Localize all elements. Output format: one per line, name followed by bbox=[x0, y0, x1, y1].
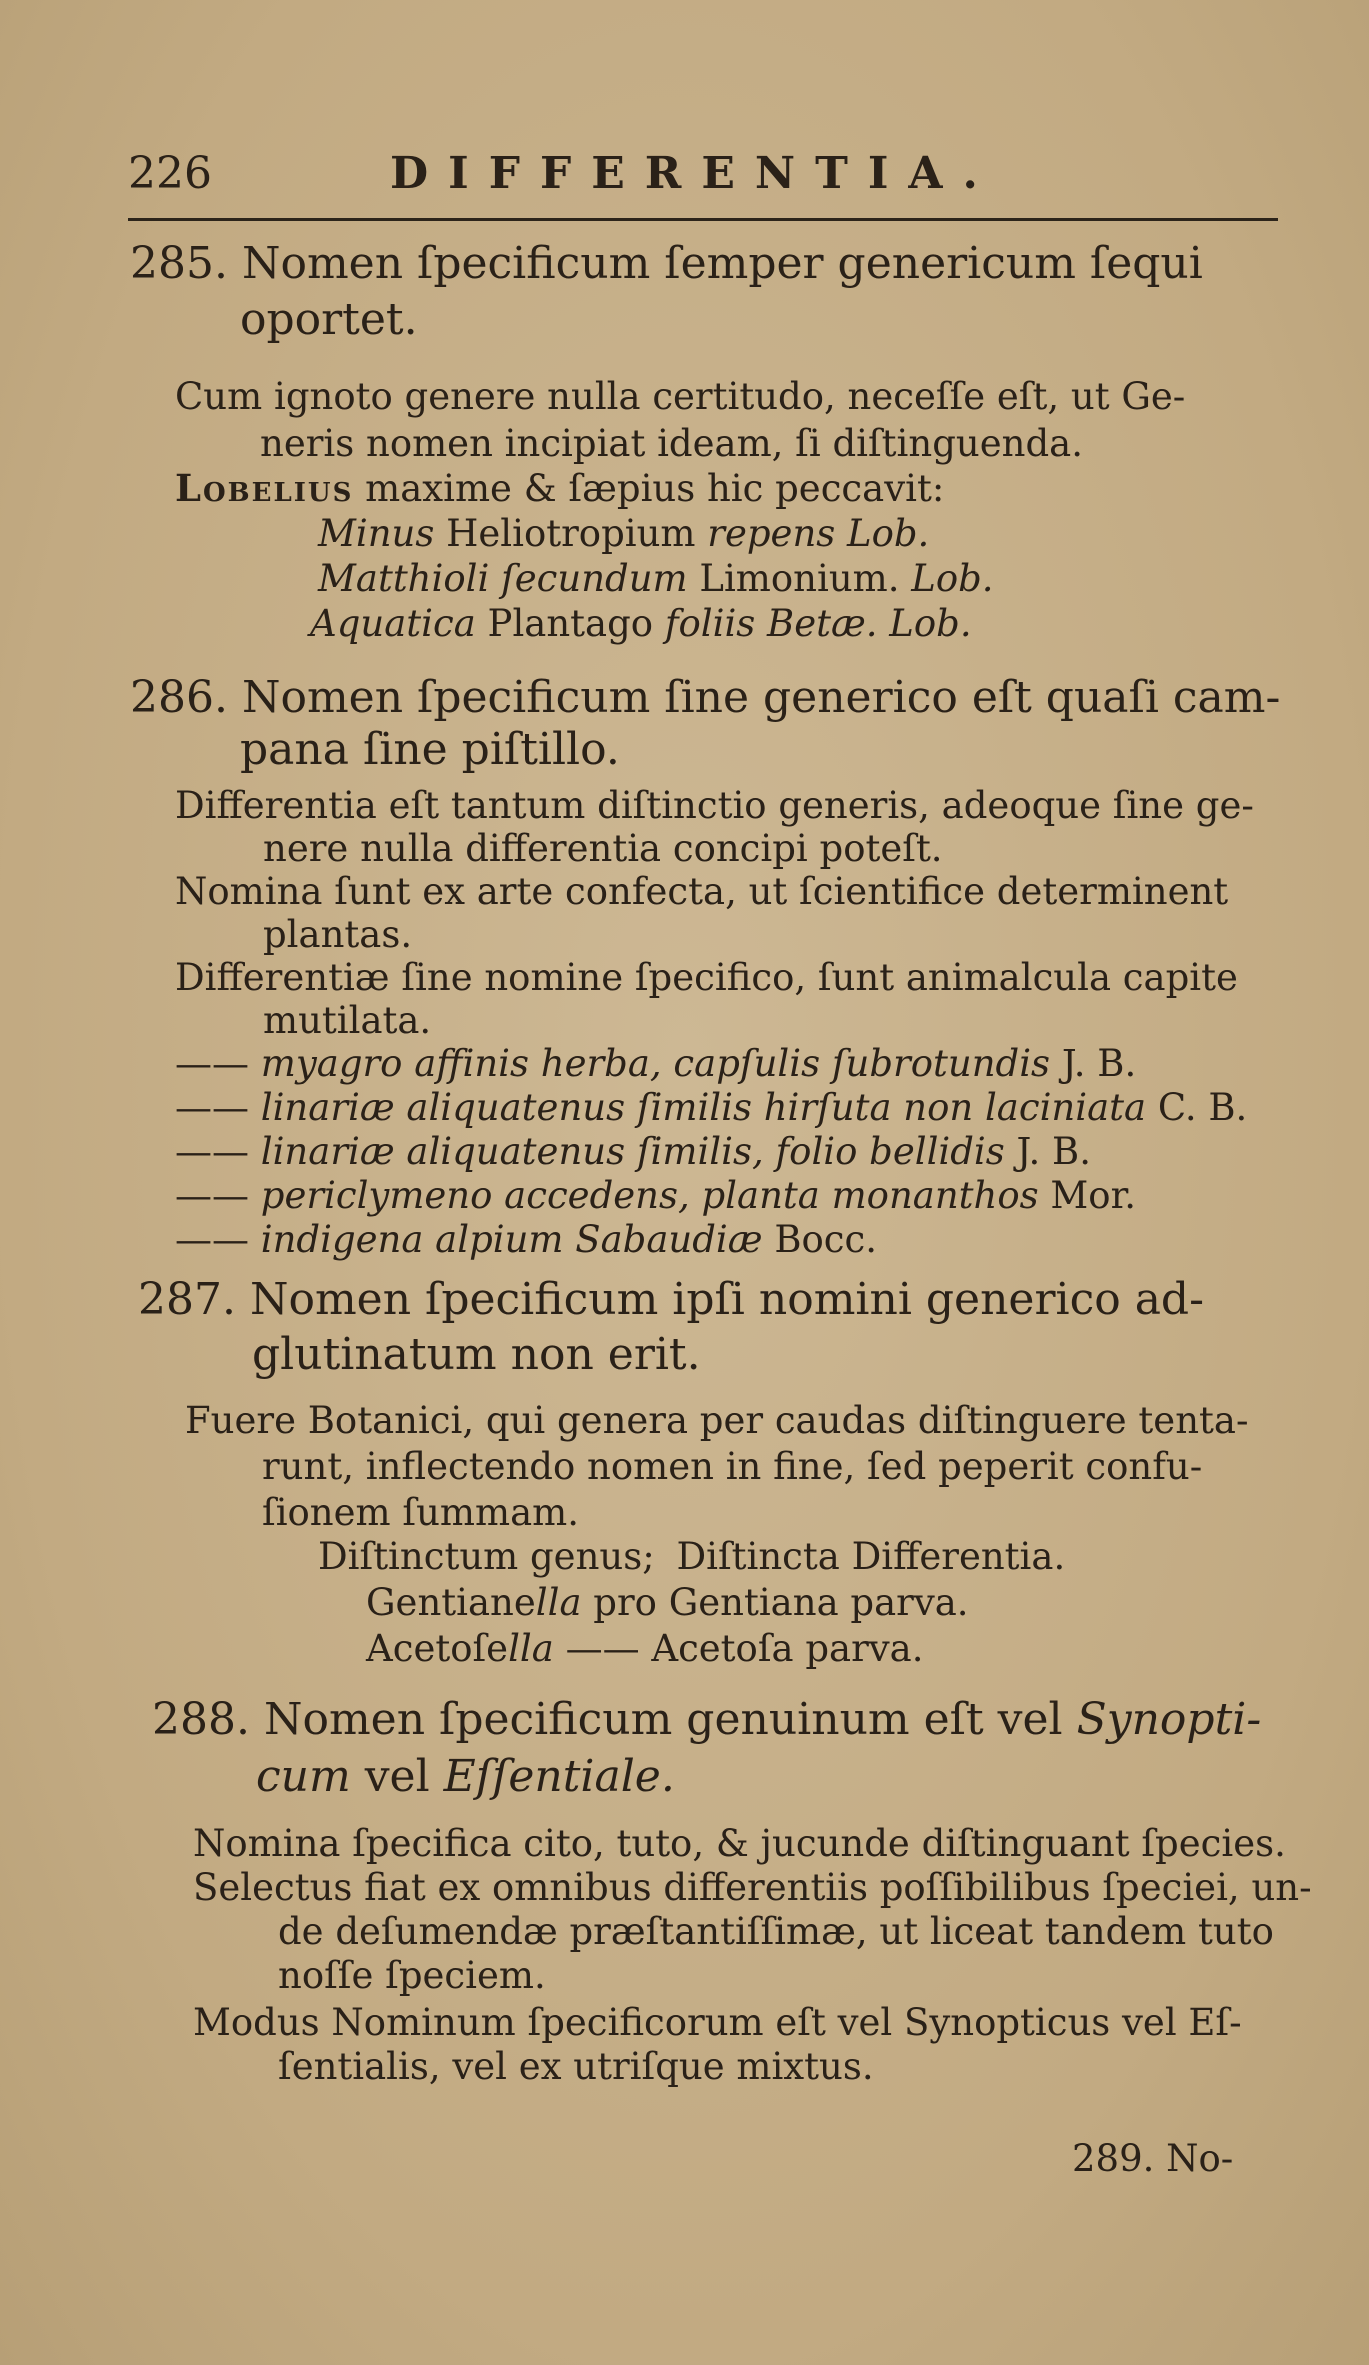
dash-entry: —— linariæ aliquatenus ſimilis hirſuta non laciniata C. B. bbox=[175, 1086, 1248, 1129]
header-rule bbox=[128, 218, 1278, 221]
running-title: DIFFERENTIA. bbox=[390, 148, 998, 199]
paragraph-line: Nomina ſpecifica cito, tuto, & jucunde diſtinguant ſpecies. bbox=[193, 1822, 1286, 1865]
paragraph-line: Selectus fiat ex omnibus differentiis poſſibilibus ſpeciei, un- bbox=[193, 1866, 1312, 1909]
table-head: Diſtinctum genus; Diſtincta Differentia. bbox=[318, 1535, 1066, 1578]
table-row: Gentianella pro Gentiana parva. bbox=[366, 1581, 969, 1624]
paragraph-line: Nomina ſunt ex arte confecta, ut ſcientifice determinent bbox=[175, 870, 1229, 913]
paragraph-line: neris nomen incipiat ideam, ſi diſtinguenda. bbox=[260, 422, 1083, 465]
section-number: 285. bbox=[130, 238, 228, 289]
author-name: Lobelius bbox=[175, 466, 354, 510]
dash-entry: —— linariæ aliquatenus ſimilis, folio bellidis J. B. bbox=[175, 1130, 1091, 1173]
table-row: Acetoſella —— Acetoſa parva. bbox=[366, 1627, 924, 1670]
paragraph-line: Differentiæ ſine nomine ſpecifico, ſunt animalcula capite bbox=[175, 956, 1238, 999]
section-288-title-line-2: cum vel Eſſentiale. bbox=[256, 1751, 675, 1802]
paragraph-line: Lobelius maxime & ſæpius hic peccavit: bbox=[175, 466, 945, 510]
paragraph-line: ſionem ſummam. bbox=[262, 1491, 579, 1534]
page-header bbox=[128, 148, 1278, 208]
section-286-title-line-2: pana ſine piſtillo. bbox=[240, 724, 620, 775]
paragraph-line: Modus Nominum ſpecificorum eſt vel Synopticus vel Eſ- bbox=[193, 2001, 1242, 2044]
section-287-title-line-2: glutinatum non erit. bbox=[252, 1329, 701, 1380]
paragraph-line: Cum ignoto genere nulla certitudo, neceſſe eſt, ut Ge- bbox=[175, 375, 1186, 418]
page-number: 226 bbox=[128, 148, 212, 199]
section-number: 286. bbox=[130, 672, 228, 723]
dash-entry: —— myagro affinis herba, capſulis ſubrotundis J. B. bbox=[175, 1042, 1137, 1085]
paragraph-line: runt, inflectendo nomen in fine, ſed peperit confu- bbox=[262, 1445, 1203, 1488]
paragraph-line: mutilata. bbox=[263, 999, 432, 1042]
paragraph-line: Fuere Botanici, qui genera per caudas diſtinguere tenta- bbox=[185, 1399, 1249, 1442]
section-287-title-line-1: 287. Nomen ſpecificum ipſi nomini generico ad- bbox=[138, 1274, 1204, 1325]
section-285-title-line-1: 285. Nomen ſpecificum ſemper genericum ſequi bbox=[130, 238, 1203, 289]
paragraph-line: nere nulla differentia concipi poteſt. bbox=[263, 827, 943, 870]
paragraph-line: ſentialis, vel ex utriſque mixtus. bbox=[278, 2045, 874, 2088]
paragraph-line: de deſumendæ præſtantiſſimæ, ut liceat tandem tuto bbox=[278, 1910, 1274, 1953]
example-line: Aquatica Plantago foliis Betæ. Lob. bbox=[310, 602, 972, 645]
paragraph-line: Differentia eſt tantum diſtinctio generis, adeoque ſine ge- bbox=[175, 784, 1254, 827]
section-number: 287. bbox=[138, 1274, 236, 1325]
dash-entry: —— periclymeno accedens, planta monanthos Mor. bbox=[175, 1174, 1136, 1217]
dash-entry: —— indigena alpium Sabaudiæ Bocc. bbox=[175, 1218, 877, 1261]
section-288-title-line-1: 288. Nomen ſpecificum genuinum eſt vel Synopti- bbox=[152, 1694, 1262, 1745]
catchword: 289. No- bbox=[1072, 2137, 1234, 2180]
section-285-title-line-2: oportet. bbox=[240, 294, 418, 345]
paragraph-line: plantas. bbox=[263, 913, 413, 956]
section-number: 288. bbox=[152, 1694, 250, 1745]
example-line: Minus Heliotropium repens Lob. bbox=[318, 512, 930, 555]
example-line: Matthioli ſecundum Limonium. Lob. bbox=[318, 557, 994, 600]
section-286-title-line-1: 286. Nomen ſpecificum ſine generico eſt quaſi cam- bbox=[130, 672, 1281, 723]
paragraph-line: noſſe ſpeciem. bbox=[278, 1954, 546, 1997]
